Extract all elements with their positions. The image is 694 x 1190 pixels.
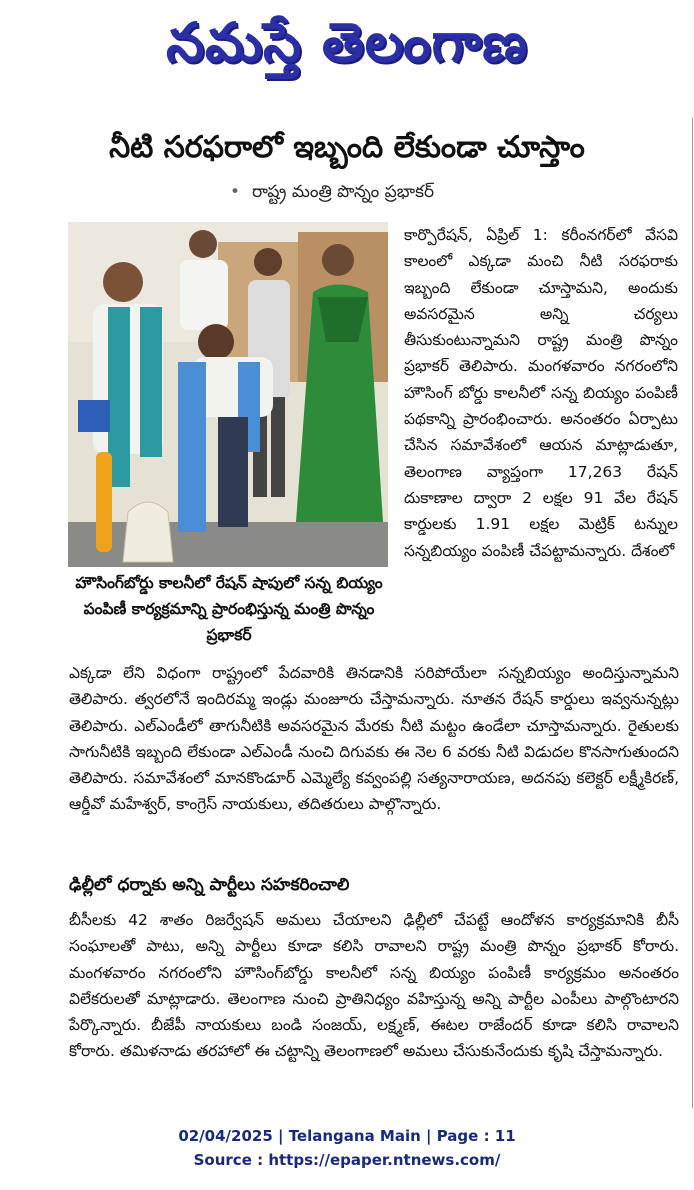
article-paragraph-2: బీసీలకు 42 శాతం రిజర్వేషన్ అమలు చేయాలని ఢిల్లీలో చేపట్టే ఆందోళన కార్యక్రమానికి బీసీ సంఘాలతో పాటు, అన్ని పార్టీలు కూడా కలిసి రావాలని రాష్ట్ర మంత్రి పొన్నం ప్రభాకర్ కోరారు. మంగళవారం నగరంలోని హౌసింగ్‌బోర్డు కాలనీలో సన్న బియ్యం పంపిణీ కార్యక్రమం అనంతరం విలేకరులతో మాట్లాడారు. తెలంగాణ నుంచి ప్రాతినిధ్యం వహిస్తున్న అన్ని పార్టీల ఎంపీలు పాల్గొంటారని పేర్కొన్నారు. బీజేపీ నాయకులు బండి సంజయ్, లక్ష్మణ్, ఈటల రాజేందర్ కూడా కలిసి రావాలని కోరారు. తమిళనాడు తరహాలో ఈ చట్టాన్ని తెలంగాణలో అమలు చేసుకునేందుకు కృషి చేస్తామన్నారు.	[69, 911, 679, 1061]
article-continuation	[69, 660, 679, 818]
article-column-text	[404, 222, 678, 564]
footer-source-link[interactable]: Source : https://epaper.ntnews.com/	[193, 1151, 501, 1169]
photo-caption: హౌసింగ్‌బోర్డు కాలనీలో రేషన్ షాపులో సన్న బియ్యం పంపిణీ కార్యక్రమాన్ని ప్రారంభిస్తున్న మంత్రి పొన్నం ప్రభాకర్	[75, 574, 383, 644]
news-photo-illustration	[68, 222, 388, 567]
page-footer	[0, 1124, 694, 1172]
footer-edition-info: 02/04/2025 | Telangana Main | Page : 11	[178, 1127, 516, 1145]
article-subhead	[230, 180, 650, 204]
article-second-section	[69, 907, 679, 1065]
newspaper-masthead	[0, 4, 694, 84]
bullet-icon: •	[230, 182, 241, 202]
article-lead-paragraph: కార్పొరేషన్, ఏప్రిల్ 1: కరీంనగర్‌లో వేసవి కాలంలో ఎక్కడా మంచి నీటి సరఫరాకు ఇబ్బంది లేకుండా చూస్తామని, అందుకు అవసరమైన అన్ని చర్యలు తీసుకుంటున్నామని రాష్ట్ర మంత్రి పొన్నం ప్రభాకర్ తెలిపారు. మంగళవారం నగరంలోని హౌసింగ్ బోర్డు కాలనీలో సన్న బియ్యం పంపిణీ పథకాన్ని ప్రారంభించారు. అనంతరం ఏర్పాటు చేసిన సమావేశంలో ఆయన మాట్లాడుతూ, తెలంగాణ వ్యాప్తంగా 17,263 రేషన్ దుకాణాల ద్వారా 2 లక్షల 91 వేల రేషన్ కార్డులకు 1.91 లక్షల మెట్రిక్ టన్నుల సన్నబియ్యం పంపిణీ చేపట్టామన్నారు. దేశంలో	[404, 226, 678, 560]
article-paragraph: ఎక్కడా లేని విధంగా రాష్ట్రంలో పేదవారికి తినడానికి సరిపోయేలా సన్నబియ్యం అందిస్తున్నామని తెలిపారు. త్వరలోనే ఇందిరమ్మ ఇండ్లు మంజూరు చేస్తామన్నారు. నూతన రేషన్ కార్డులు ఇవ్వనున్నట్లు తెలిపారు. ఎల్ఎండీలో తాగునీటికి అవసరమైన మేరకు నీటి మట్టం ఉండేలా చూస్తామన్నారు. రైతులకు సాగునీటికి ఇబ్బంది లేకుండా ఎల్ఎండీ నుంచి దిగువకు ఈ నెల 6 వరకు నీటి విడుదల కొనసాగుతుందని తెలిపారు. సమావేశంలో మానకొండూర్ ఎమ్మెల్యే కవ్వంపల్లి సత్యనారాయణ, అదనపు కలెక్టర్ లక్ష్మీకిరణ్, ఆర్డీవో మహేశ్వర్, కాంగ్రెస్ నాయకులు, తదితరులు పాల్గొన్నారు.	[69, 664, 679, 814]
news-photo	[68, 222, 388, 567]
page-border-line	[692, 118, 693, 1108]
subhead-text: రాష్ట్ర మంత్రి పొన్నం ప్రభాకర్	[252, 182, 435, 202]
article-headline: నీటి సరఫరాలో ఇబ్బంది లేకుండా చూస్తాం	[109, 130, 585, 165]
newspaper-logo: నమస్తే తెలంగాణ	[166, 11, 528, 74]
article-subheading: ఢిల్లీలో ధర్నాకు అన్ని పార్టీలు సహకరించాలి	[69, 875, 350, 895]
